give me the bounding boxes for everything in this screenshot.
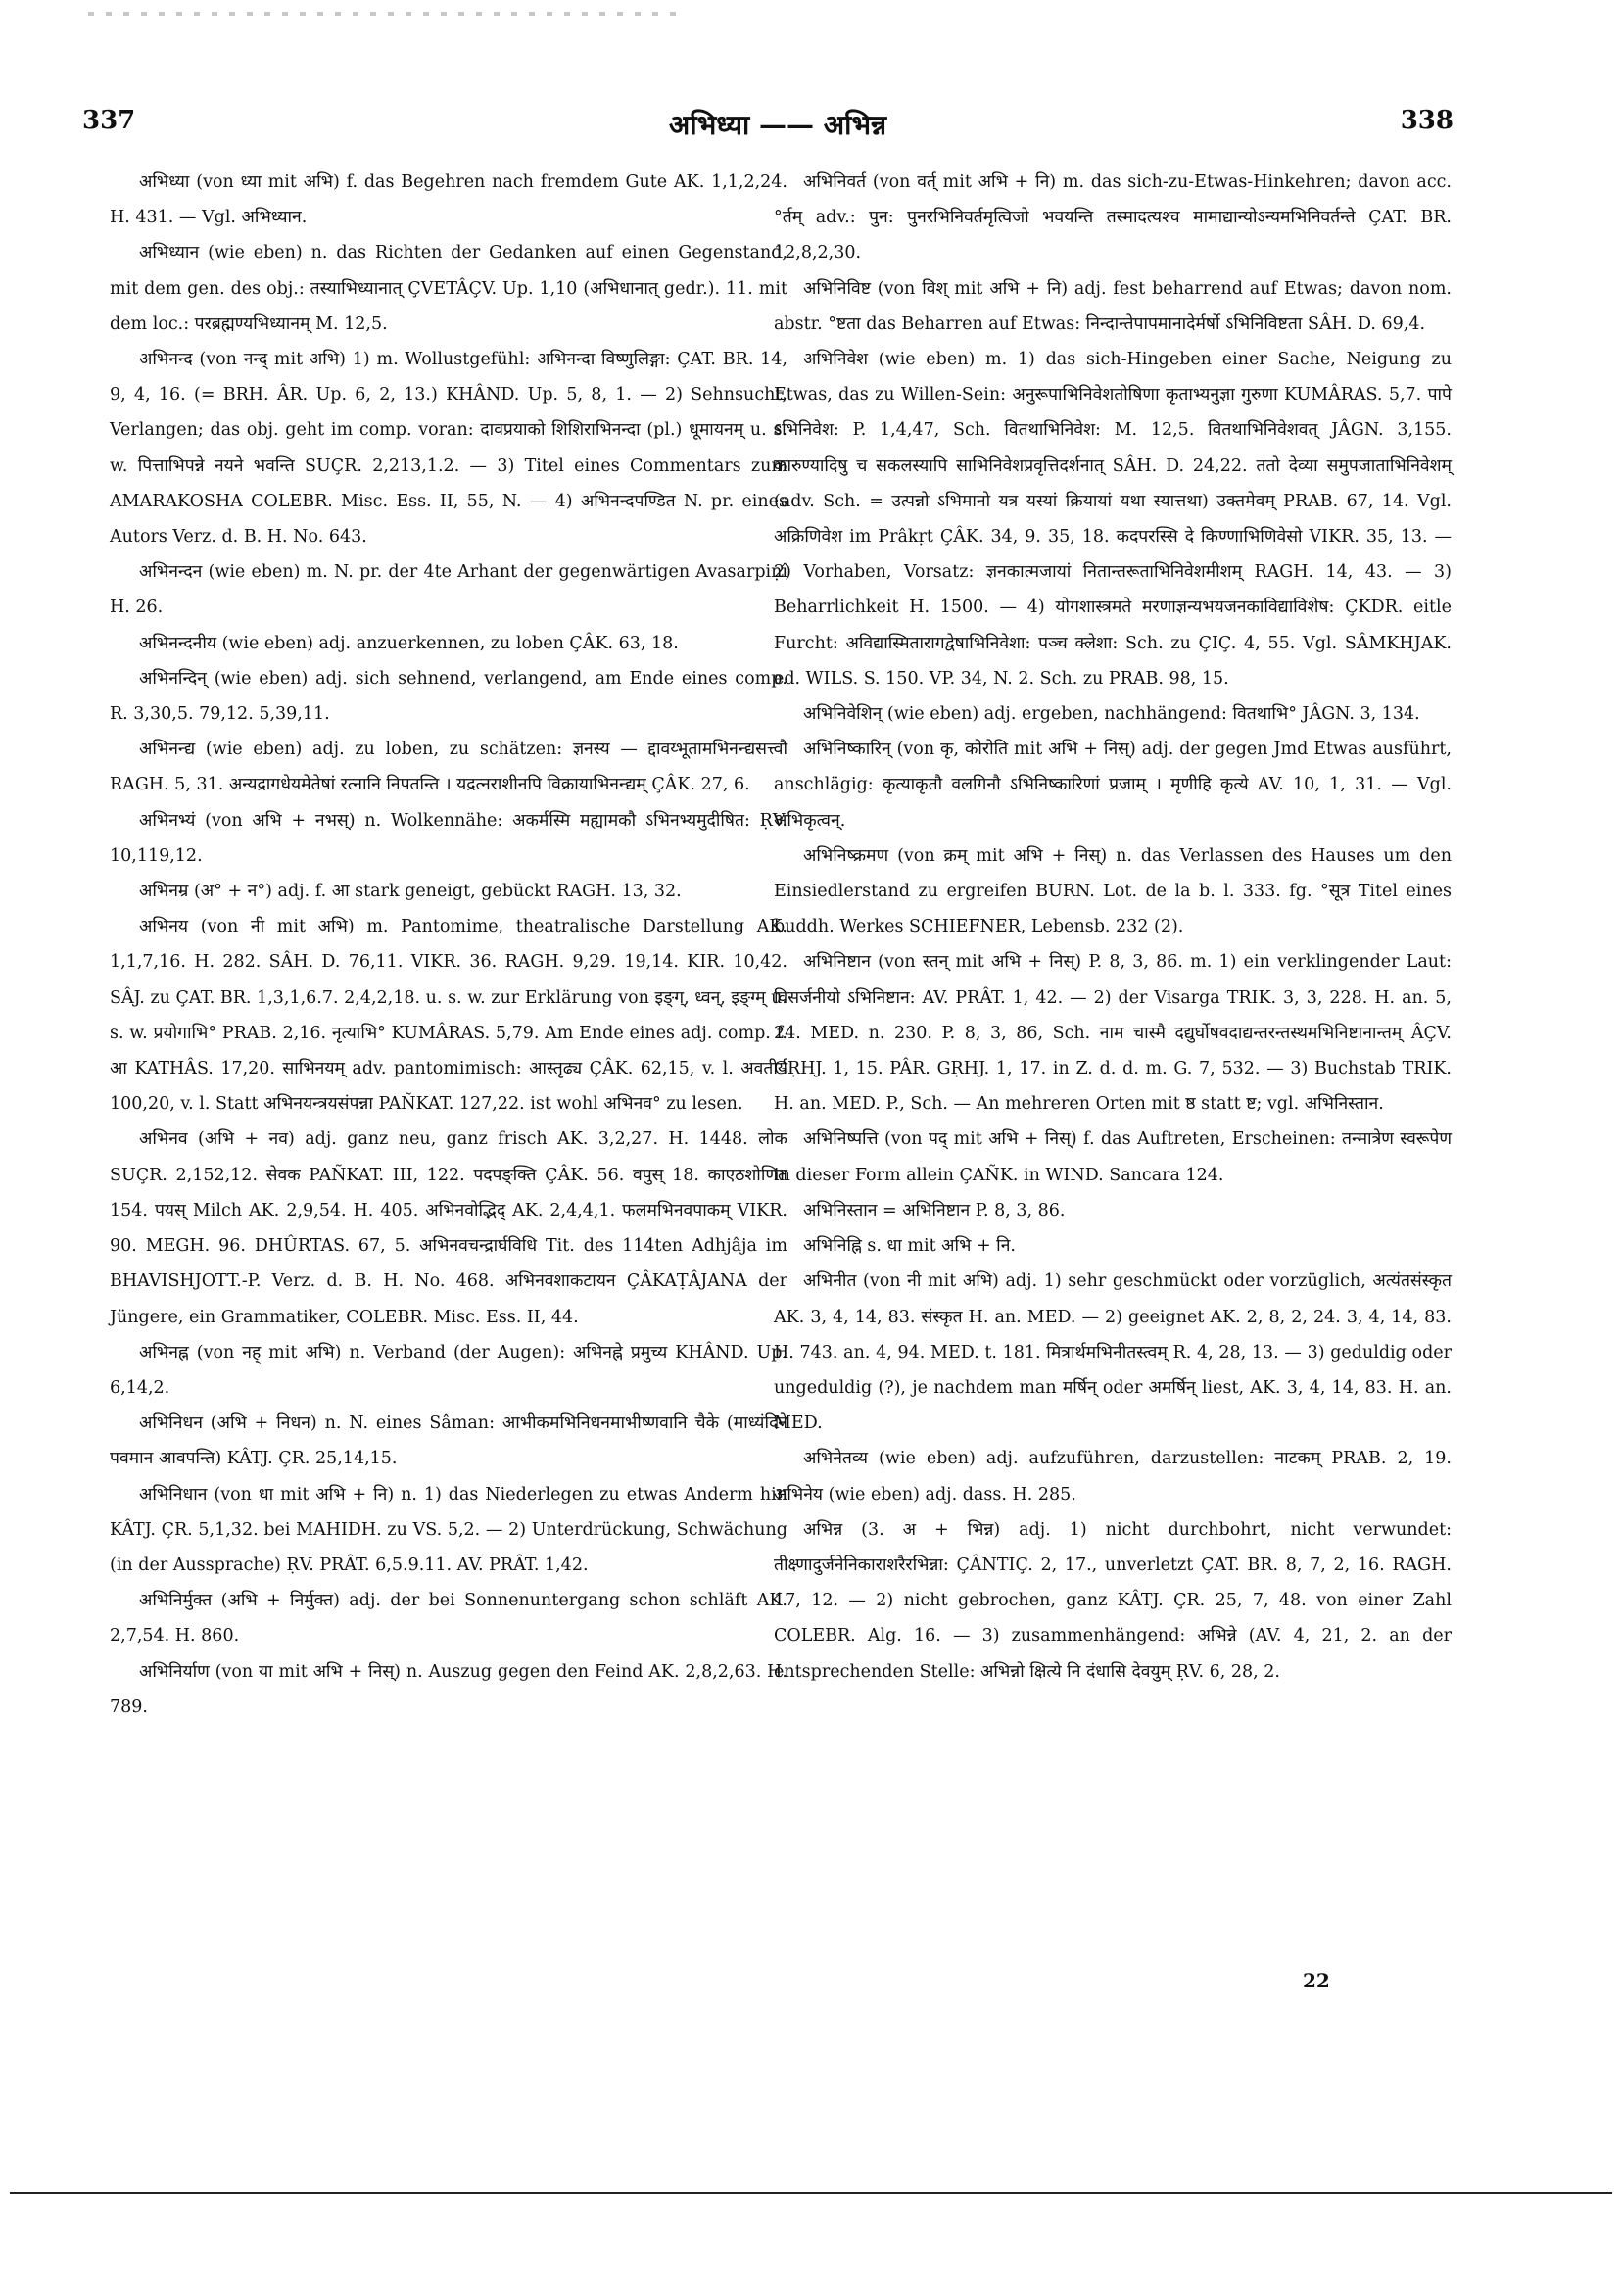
dictionary-entry: अभिनिष्क्रमण (von क्रम् mit अभि + निस्) n. das Verlassen des Hauses um den Einsiedlerstand zu ergreifen BURN. Lot. de la b. l. 333. fg. °सूत्र Titel eines buddh. Werkes SCHIEFNER, Lebensb. 232 (2). bbox=[774, 845, 1452, 937]
dictionary-entry: अभिनह्न (von नह् mit अभि) n. Verband (der Augen): अभिनह्ने प्रमुच्य KHÂND. Up. 6,14,2. bbox=[110, 1342, 787, 1398]
scan-noise bbox=[88, 12, 676, 16]
dictionary-entry: अभिनभ्यं (von अभि + नभस्) n. Wolkennähe: अकर्मस्मि मह्यामकौ ऽभिनभ्यमुदीषित: ṚV. 10,119,12. bbox=[110, 810, 787, 866]
dictionary-entry: अभिनेतव्य (wie eben) adj. aufzuführen, darzustellen: नाटकम् PRAB. 2, 19. अभिनेय (wie eben) adj. dass. H. 285. bbox=[774, 1449, 1452, 1505]
dictionary-entry: अभिनिवेशिन् (wie eben) adj. ergeben, nachhängend: वितथाभि° JÂGN. 3, 134. bbox=[803, 704, 1420, 725]
page-number-right: 338 bbox=[1400, 106, 1454, 135]
dictionary-entry: अभिन्न (3. अ + भिन्न) adj. 1) nicht durchbohrt, nicht verwundet: तीक्ष्णादुर्जनेनिकाराशरैरभिन्ना: ÇÂNTIÇ. 2, 17., unverletzt ÇAT. BR. 8, 7, 2, 16. RAGH. 17, 12. — 2) nicht gebrochen, ganz KÂTJ. ÇR. 25, 7, 48. von einer Zahl COLEBR. Alg. 16. — 3) zusammenhängend: अभिन्ने (AV. 4, 21, 2. an der entsprechenden Stelle: अभिन्नो क्षित्ये नि दंधासि देवयुम् ṚV. 6, 28, 2. bbox=[774, 1519, 1452, 1682]
dictionary-entry: अभिनिवेश (wie eben) m. 1) das sich-Hingeben einer Sache, Neigung zu Etwas, das zu Willen-Sein: अनुरूपाभिनिवेशतोषिणा कृताभ्यनुज्ञा गुरुणा KUMÂRAS. 5,7. पापे ऽभिनिवेश: P. 1,4,47, Sch. वितथाभिनिवेश: M. 12,5. वितथाभिनिवेशवत् JÂGN. 3,155. कारुण्यादिषु च सकलस्यापि साभिनिवेशप्रवृत्तिदर्शनात् SÂH. D. 24,22. ततो देव्या समुपजाताभिनिवेशम् (adv. Sch. = उत्पन्नो ऽभिमानो यत्र यस्यां क्रियायां यथा स्यात्तथा) उक्तमेवम् PRAB. 67, 14. Vgl. अक्रिणिवेश im Prâkṛt ÇÂK. 34, 9. 35, 18. कदपरस्सि दे किण्णाभिणिवेसो VIKR. 35, 13. — 2) Vorhaben, Vorsatz: ज्ञनकात्मजायां नितान्तरूताभिनिवेशमीशम् RAGH. 14, 43. — 3) Beharrlichkeit H. 1500. — 4) योगशास्त्रमते मरणाज्ञन्यभयजनकाविद्याविशेष: ÇKDR. eitle Furcht: अविद्यास्मितारागद्वेषाभिनिवेशा: पञ्च क्लेशा: Sch. zu ÇIÇ. 4, 55. Vgl. SÂMKHJAK. ed. WILS. S. 150. VP. 34, N. 2. Sch. zu PRAB. 98, 15. bbox=[774, 350, 1452, 689]
dictionary-entry: अभिनिर्याण (von या mit अभि + निस्) n. Auszug gegen den Feind AK. 2,8,2,63. H. 789. bbox=[110, 1661, 787, 1717]
dictionary-entry: अभिनिष्कारिन् (von कृ, कोरोति mit अभि + निस्) adj. der gegen Jmd Etwas ausführt, anschlägig: कृत्याकृतौ वलगिनौ ऽभिनिष्कारिणां प्रजाम् । मृणीहि कृत्ये AV. 10, 1, 31. — Vgl. अभिकृत्वन्. bbox=[774, 740, 1452, 831]
dictionary-entry: अभिनन्द (von नन्द् mit अभि) 1) m. Wollustgefühl: अभिनन्दा विष्णुलिङ्गा: ÇAT. BR. 14, 9, 4, 16. (= BRH. ÂR. Up. 6, 2, 13.) KHÂND. Up. 5, 8, 1. — 2) Sehnsucht, Verlangen; das obj. geht im comp. voran: दावप्रयाको शिशिराभिनन्दा (pl.) धूमायनम् u. s. w. पित्ताभिपन्ने नयने भवन्ति SUÇR. 2,213,1.2. — 3) Titel eines Commentars zum AMARAKOSHA COLEBR. Misc. Ess. II, 55, N. — 4) अभिनन्दपण्डित N. pr. eines Autors Verz. d. B. H. No. 643. bbox=[110, 350, 787, 548]
page-number-left: 337 bbox=[82, 106, 136, 135]
signature-mark: 22 bbox=[1303, 1969, 1330, 1992]
dictionary-entry: अभिनिर्मुक्त (अभि + निर्मुक्त) adj. der bei Sonnenuntergang schon schläft AK. 2,7,54. H. 860. bbox=[110, 1591, 787, 1647]
dictionary-entry: अभिनिष्पत्ति (von पद् mit अभि + निस्) f. das Auftreten, Erscheinen: तन्मात्रेण स्वरूपेण in dieser Form allein ÇAÑK. in WIND. Sancara 124. bbox=[774, 1129, 1452, 1185]
left-column bbox=[110, 165, 787, 1986]
dictionary-entry: अभिनन्दन (wie eben) m. N. pr. der 4te Arhant der gegenwärtigen Avasarpiṇî H. 26. bbox=[110, 562, 787, 618]
dictionary-entry: अभिध्या (von ध्या mit अभि) f. das Begehren nach fremdem Gute AK. 1,1,2,24. H. 431. — Vgl. अभिध्यान. bbox=[110, 172, 787, 228]
running-head: अभिध्या —— अभिन्न bbox=[668, 109, 887, 141]
footer-rule bbox=[10, 2192, 1612, 2194]
dictionary-entry: अभिनन्दिन् (wie eben) adj. sich sehnend, verlangend, am Ende eines comp. R. 3,30,5. 79,12. 5,39,11. bbox=[110, 668, 787, 725]
dictionary-entry: अभिनिवर्त (von वर्त् mit अभि + नि) m. das sich-zu-Etwas-Hinkehren; davon acc. °र्तम् adv.: पुन: पुनरभिनिवर्तमृत्विजो भवयन्ति तस्मादत्यश्च मामाद्यान्योऽन्यमभिनिवर्तन्ते ÇAT. BR. 12,8,2,30. bbox=[774, 172, 1452, 263]
dictionary-entry: अभिनव (अभि + नव) adj. ganz neu, ganz frisch AK. 3,2,27. H. 1448. लोक SUÇR. 2,152,12. सेवक PAÑKAT. III, 122. पदपङ्क्ति ÇÂK. 56. वपुस् 18. काएठशोणित 154. पयस् Milch AK. 2,9,54. H. 405. अभिनवोद्भिद् AK. 2,4,4,1. फलमभिनवपाकम् VIKR. 90. MEGH. 96. DHÛRTAS. 67, 5. अभिनवचन्द्रार्घविधि Tit. des 114ten Adhjâja im BHAVISHJOTT.-P. Verz. d. B. H. No. 468. अभिनवशाकटायन ÇÂKAṬÂJANA der Jüngere, ein Grammatiker, COLEBR. Misc. Ess. II, 44. bbox=[110, 1129, 787, 1327]
dictionary-entry: अभिनिधन (अभि + निधन) n. N. eines Sâman: आभीकमभिनिधनमाभीष्णवानि चैके (माध्यंदिने पवमान आवपन्ति) KÂTJ. ÇR. 25,14,15. bbox=[110, 1413, 787, 1469]
dictionary-entry: अभिनिस्तान = अभिनिष्टान P. 8, 3, 86. bbox=[803, 1200, 1066, 1220]
dictionary-entry: अभिनिह्नि s. धा mit अभि + नि. bbox=[803, 1236, 1016, 1257]
dictionary-entry: अभिनीत (von नी mit अभि) adj. 1) sehr geschmückt oder vorzüglich, अत्यंतसंस्कृत AK. 3, 4, 14, 83. संस्कृत H. an. MED. — 2) geeignet AK. 2, 8, 2, 24. 3, 4, 14, 83. H. 743. an. 4, 94. MED. t. 181. मित्रार्थमभिनीतस्त्वम् R. 4, 28, 13. — 3) geduldig oder ungeduldig (?), je nachdem man मर्षिन् oder अमर्षिन् liest, AK. 3, 4, 14, 83. H. an. MED. bbox=[774, 1271, 1452, 1434]
dictionary-entry: अभिनय (von नी mit अभि) m. Pantomime, theatralische Darstellung AK. 1,1,7,16. H. 282. SÂH. D. 76,11. VIKR. 36. RAGH. 9,29. 19,14. KIR. 10,42. SÂJ. zu ÇAT. BR. 1,3,1,6.7. 2,4,2,18. u. s. w. zur Erklärung von इङ्ग्, ध्वन्, इङ्ग्म् u. s. w. प्रयोगाभि° PRAB. 2,16. नृत्याभि° KUMÂRAS. 5,79. Am Ende eines adj. comp. f. आ KATHÂS. 17,20. साभिनयम् adv. pantomimisch: आस्तृढ्य ÇÂK. 62,15, v. l. अवतीर्य 100,20, v. l. Statt अभिनयन्त्रयसंपन्ना PAÑKAT. 127,22. ist wohl अभिनव° zu lesen. bbox=[110, 917, 787, 1115]
page-header bbox=[82, 106, 1454, 145]
dictionary-entry: अभिनम्र (अ° + न°) adj. f. आ stark geneigt, gebückt RAGH. 13, 32. bbox=[139, 882, 682, 902]
dictionary-entry: अभिध्यान (wie eben) n. das Richten der Gedanken auf einen Gegenstand, mit dem gen. des obj.: तस्याभिध्यानात् ÇVETÂÇV. Up. 1,10 (अभिधानात् gedr.). 11. mit dem loc.: परब्रह्मण्यभिध्यानम् M. 12,5. bbox=[110, 243, 787, 334]
dictionary-entry: अभिनन्दनीय (wie eben) adj. anzuerkennen, zu loben ÇÂK. 63, 18. bbox=[139, 633, 679, 653]
right-column bbox=[774, 165, 1452, 1996]
dictionary-entry: अभिनिधान (von धा mit अभि + नि) n. 1) das Niederlegen zu etwas Anderm hin KÂTJ. ÇR. 5,1,32. bei MAHIDH. zu VS. 5,2. — 2) Unterdrückung, Schwächung (in der Aussprache) ṚV. PRÂT. 6,5.9.11. AV. PRÂT. 1,42. bbox=[110, 1484, 787, 1575]
dictionary-entry: अभिनन्द्य (wie eben) adj. zu loben, zu schätzen: ज्ञनस्य — द्दावय्भूतामभिनन्द्यसत्त्वौ RAGH. 5, 31. अन्यद्रागधेयमेतेषां रत्नानि निपतन्ति । यद्रत्नराशीनपि विक्रायाभिनन्द्यम् ÇÂK. 27, 6. bbox=[110, 740, 787, 795]
dictionary-entry: अभिनिष्टान (von स्तन् mit अभि + निस्) P. 8, 3, 86. m. 1) ein verklingender Laut: विसर्जनीयो ऽभिनिष्टान: AV. PRÂT. 1, 42. — 2) der Visarga TRIK. 3, 3, 228. H. an. 5, 24. MED. n. 230. P. 8, 3, 86, Sch. नाम चास्मै दद्युर्घोषवदाद्यन्तरन्तस्थमभिनिष्टानान्तम् ÂÇV. GṚHJ. 1, 15. PÂR. GṚHJ. 1, 17. in Z. d. d. m. G. 7, 532. — 3) Buchstab TRIK. H. an. MED. P., Sch. — An mehreren Orten mit ष्ठ statt ष्ट; vgl. अभिनिस्तान. bbox=[774, 952, 1452, 1115]
dictionary-entry: अभिनिविष्ट (von विश् mit अभि + नि) adj. fest beharrend auf Etwas; davon nom. abstr. °ष्टता das Beharren auf Etwas: निन्दान्तेपापमानादेर्मर्षो ऽभिनिविष्टता SÂH. D. 69,4. bbox=[774, 278, 1452, 334]
